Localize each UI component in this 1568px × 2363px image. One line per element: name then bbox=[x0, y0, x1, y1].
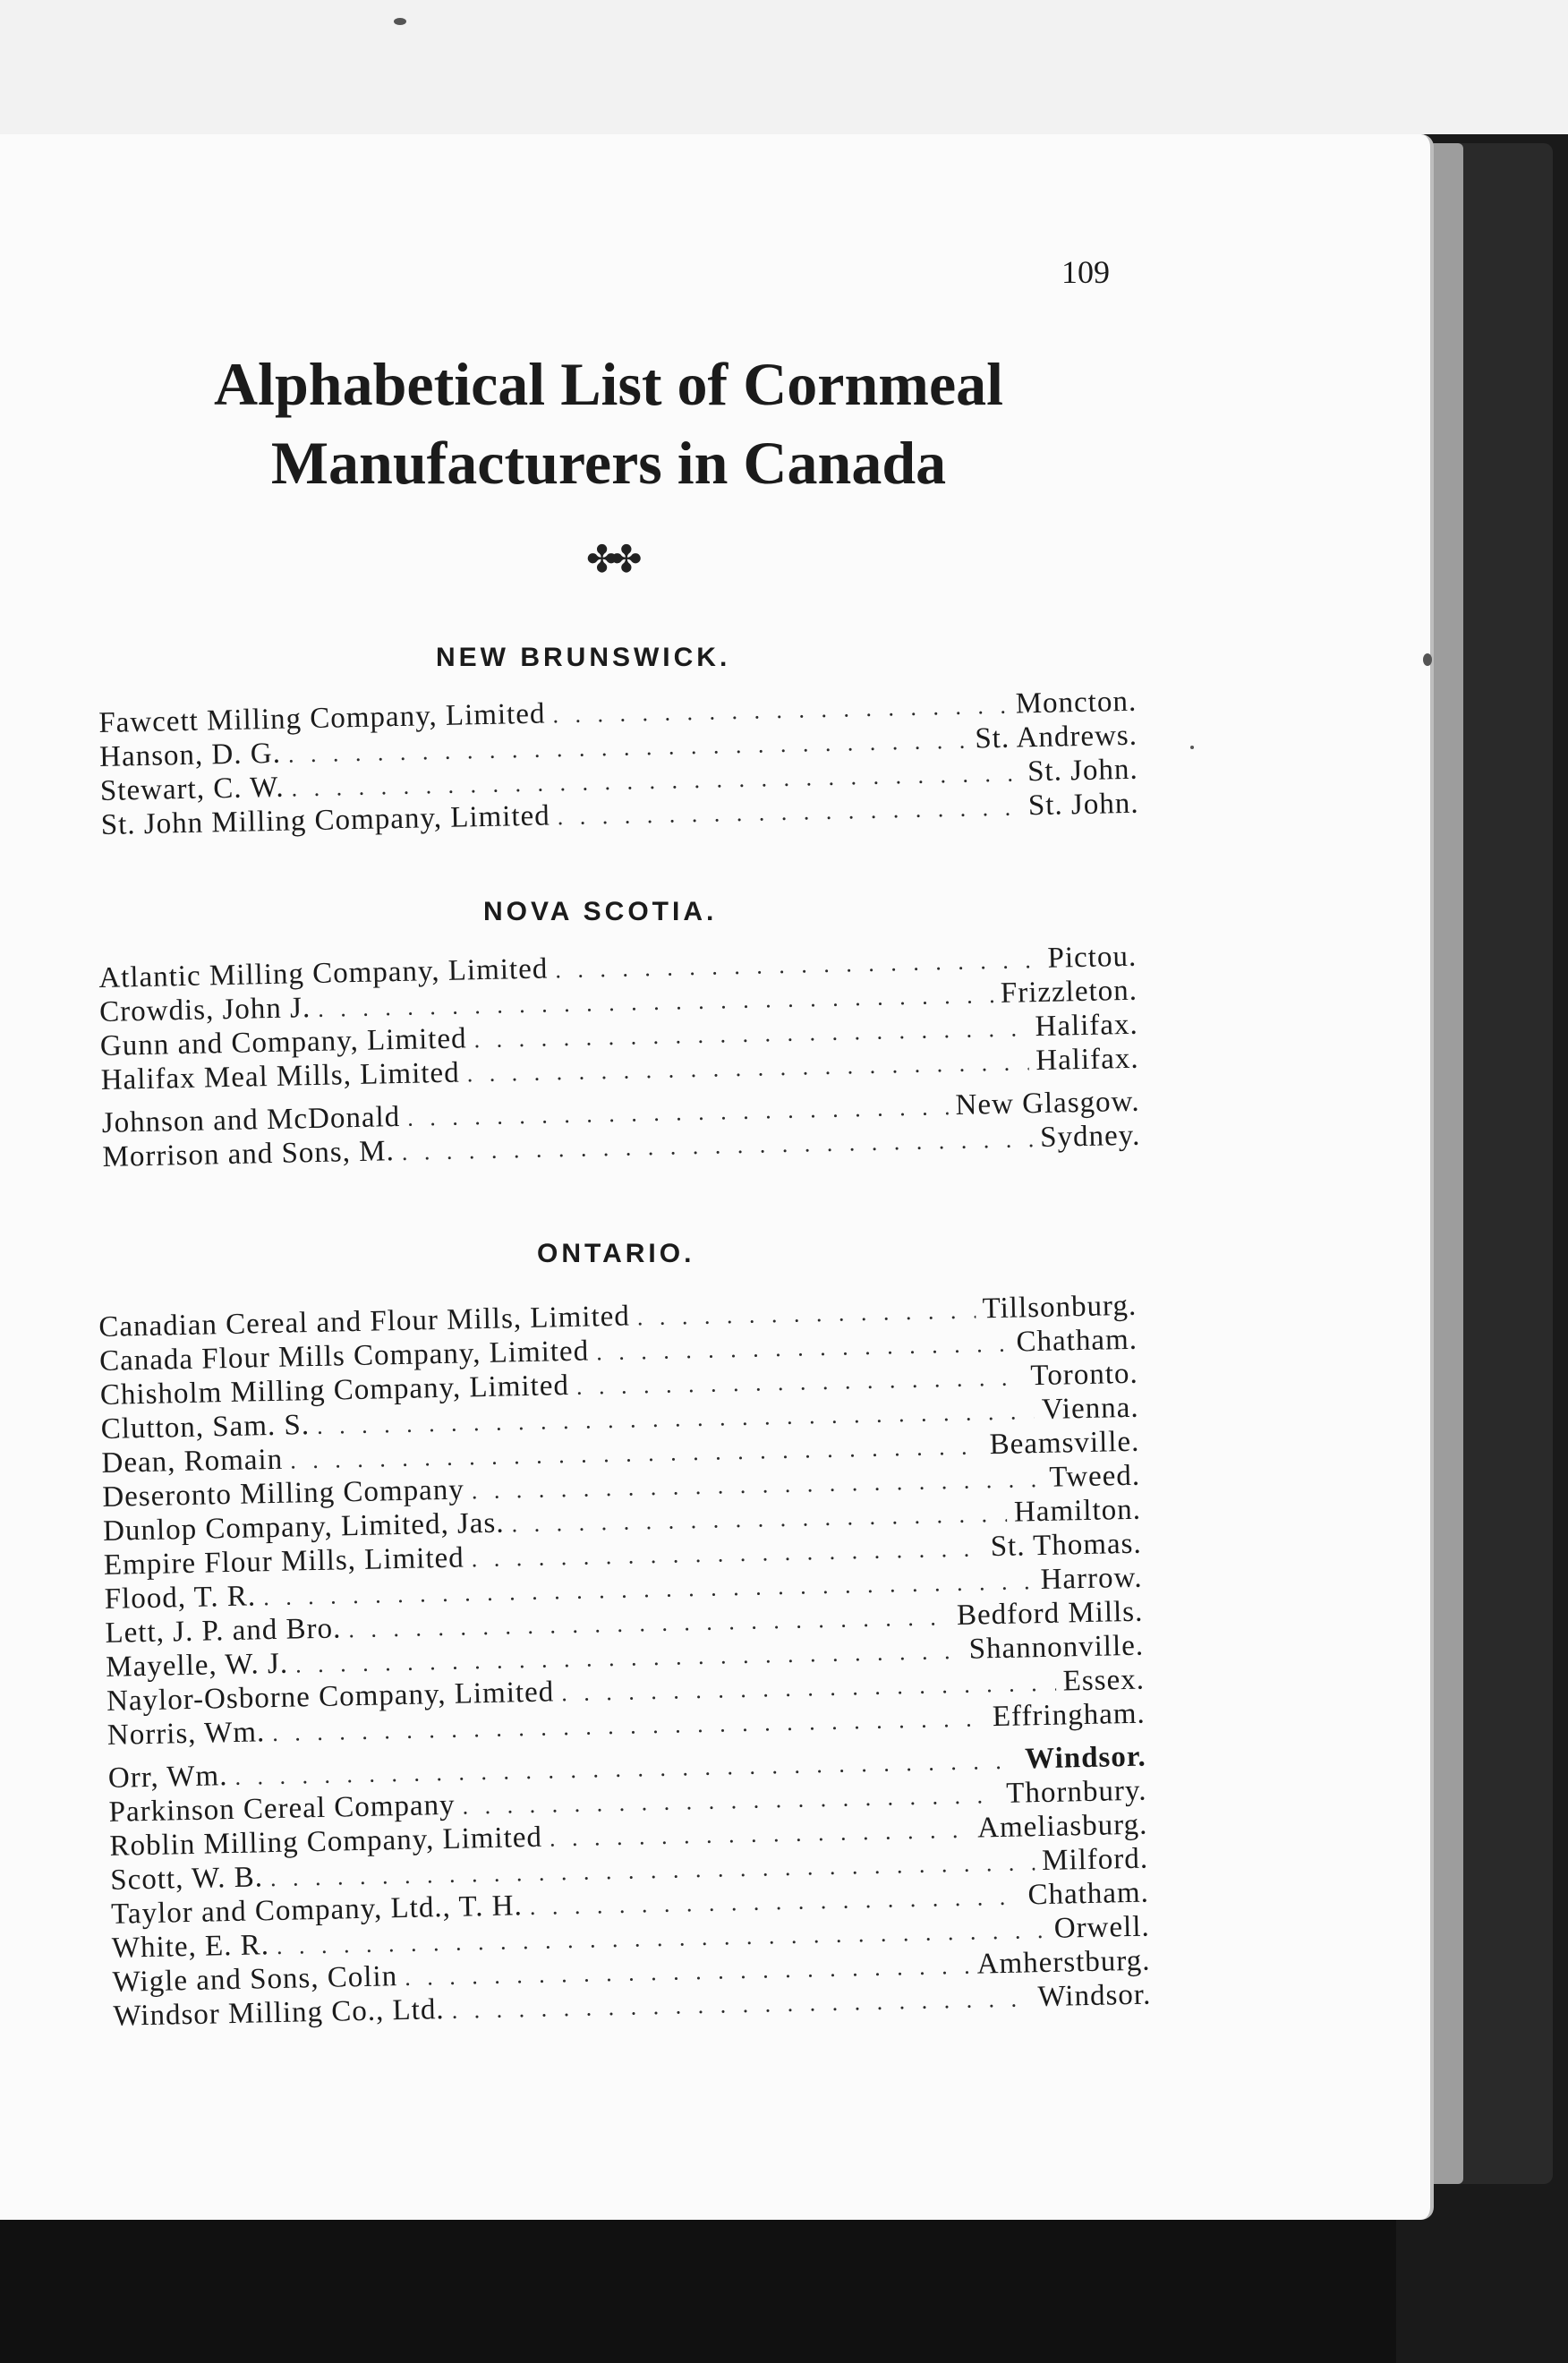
title-line-1: Alphabetical List of Cornmeal bbox=[213, 350, 1004, 418]
entry-name: Taylor and Company, Ltd., T. H. bbox=[110, 1890, 524, 1931]
entry-place: Vienna. bbox=[1041, 1391, 1139, 1426]
dust-speck bbox=[394, 18, 406, 25]
entry-place: Amherstburg. bbox=[976, 1944, 1151, 1981]
entry-place: Sydney. bbox=[1039, 1119, 1141, 1155]
entry-place: Frizzleton. bbox=[1000, 974, 1138, 1010]
ornament-icon: ✤✤ bbox=[586, 537, 635, 581]
entry-name: Parkinson Cereal Company bbox=[108, 1788, 456, 1829]
entry-place: St. Andrews. bbox=[974, 719, 1138, 755]
entry-place: Windsor. bbox=[1024, 1740, 1147, 1776]
entry-name: Wigle and Sons, Colin bbox=[112, 1960, 398, 1999]
section-nova-scotia bbox=[98, 941, 1141, 1175]
entry-place: St. John. bbox=[1027, 787, 1139, 823]
page-number: 109 bbox=[1061, 254, 1110, 290]
entry-name: Dean, Romain bbox=[101, 1443, 284, 1480]
entry-name: St. John Milling Company, Limited bbox=[100, 799, 551, 841]
entry-name: Morrison and Sons, M. bbox=[102, 1135, 396, 1173]
entry-place: Beamsville. bbox=[989, 1425, 1140, 1462]
entry-name: Canadian Cereal and Flour Mills, Limited bbox=[98, 1300, 631, 1344]
entry-place: Halifax. bbox=[1035, 1008, 1139, 1044]
entry-place: Tillsonburg. bbox=[982, 1289, 1138, 1326]
entry-name: Crowdis, John J. bbox=[98, 992, 311, 1028]
entry-name: Hanson, D. G. bbox=[98, 737, 282, 773]
entry-name: Dunlop Company, Limited, Jas. bbox=[102, 1506, 505, 1548]
entry-place: St. Thomas. bbox=[990, 1527, 1143, 1564]
entry-place: Chatham. bbox=[1016, 1323, 1138, 1359]
entry-name: Gunn and Company, Limited bbox=[99, 1022, 467, 1062]
entry-name: Clutton, Sam. S. bbox=[100, 1409, 311, 1446]
entry-place: Bedford Mills. bbox=[956, 1595, 1144, 1632]
section-new-brunswick bbox=[98, 686, 1139, 843]
entry-name: Windsor Milling Co., Ltd. bbox=[113, 1993, 445, 2033]
entry-place: New Glasgow. bbox=[955, 1085, 1140, 1122]
dot-leader bbox=[466, 1049, 1028, 1088]
section-heading-nova-scotia: NOVA SCOTIA. bbox=[483, 897, 718, 926]
section-heading-ontario: ONTARIO. bbox=[537, 1239, 695, 1268]
entry-place: Harrow. bbox=[1040, 1561, 1143, 1597]
dust-speck bbox=[1423, 653, 1432, 666]
entry-name: Fawcett Milling Company, Limited bbox=[98, 697, 546, 739]
entry-name: Empire Flour Mills, Limited bbox=[103, 1541, 465, 1582]
background-top bbox=[0, 0, 1568, 157]
entry-place: Toronto. bbox=[1030, 1357, 1139, 1393]
entry-place: Shannonville. bbox=[968, 1629, 1145, 1666]
section-heading-new-brunswick: NEW BRUNSWICK. bbox=[436, 643, 731, 672]
section-ontario bbox=[98, 1290, 1152, 2035]
entry-name: Deseronto Milling Company bbox=[101, 1473, 465, 1514]
entry-place: Essex. bbox=[1062, 1663, 1146, 1698]
page-title bbox=[98, 345, 1119, 502]
entry-place: Effringham. bbox=[992, 1697, 1146, 1734]
entry-place: Tweed. bbox=[1049, 1459, 1141, 1494]
entry-name: Roblin Milling Company, Limited bbox=[109, 1821, 543, 1863]
entry-name: Scott, W. B. bbox=[109, 1861, 264, 1897]
entry-name: Norris, Wm. bbox=[107, 1716, 266, 1752]
entry-name: Halifax Meal Mills, Limited bbox=[100, 1056, 460, 1096]
dust-speck bbox=[1190, 746, 1194, 749]
entry-name: Orr, Wm. bbox=[107, 1760, 228, 1795]
entry-place: Milford. bbox=[1041, 1842, 1149, 1878]
entry-name: Flood, T. R. bbox=[104, 1580, 257, 1616]
entry-name: Lett, J. P. and Bro. bbox=[105, 1612, 342, 1650]
entry-place: Windsor. bbox=[1037, 1978, 1152, 2014]
title-line-2: Manufacturers in Canada bbox=[270, 429, 947, 497]
entry-name: Stewart, C. W. bbox=[99, 771, 285, 807]
entry-name: Mayelle, W. J. bbox=[105, 1647, 289, 1684]
entry-place: Thornbury. bbox=[1005, 1774, 1147, 1810]
entry-place: Chatham. bbox=[1027, 1876, 1150, 1912]
entry-name: Johnson and McDonald bbox=[101, 1100, 401, 1139]
entry-place: Hamilton. bbox=[1013, 1493, 1142, 1529]
entry-place: Halifax. bbox=[1035, 1042, 1139, 1078]
entry-place: Moncton. bbox=[1015, 685, 1138, 721]
entry-place: Orwell. bbox=[1053, 1910, 1151, 1945]
entry-place: Pictou. bbox=[1047, 940, 1138, 975]
entry-place: St. John. bbox=[1027, 753, 1139, 789]
entry-name: Atlantic Milling Company, Limited bbox=[98, 952, 549, 994]
entry-name: Canada Flour Mills Company, Limited bbox=[98, 1335, 590, 1378]
entry-name: White, E. R. bbox=[111, 1929, 270, 1965]
dot-leader bbox=[637, 1297, 976, 1331]
entry-name: Naylor-Osborne Company, Limited bbox=[106, 1676, 555, 1718]
entry-place: Ameliasburg. bbox=[976, 1808, 1148, 1845]
entry-name: Chisholm Milling Company, Limited bbox=[99, 1369, 570, 1412]
